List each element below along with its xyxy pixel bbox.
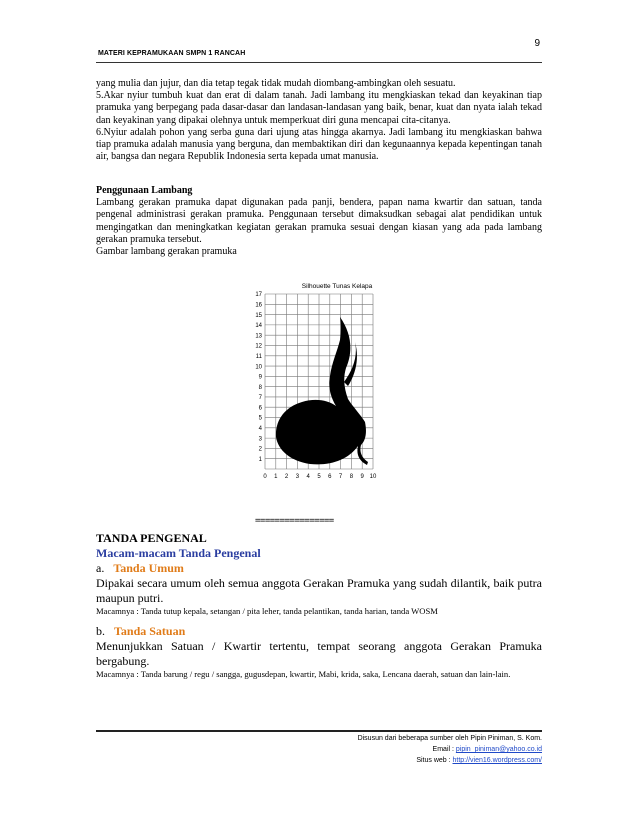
page-number: 9	[534, 38, 540, 49]
intro-paragraph-1: yang mulia dan jujur, dan dia tetap tegak tidak mudah diombang-ambingkan oleh sesuatu.	[96, 78, 456, 89]
x-tick-label: 7	[338, 474, 343, 480]
y-tick-label: 14	[255, 323, 262, 330]
x-tick-label: 8	[349, 474, 354, 480]
x-tick-label: 3	[295, 474, 300, 480]
tanda-satuan-title-line	[96, 624, 542, 639]
silhouette-body	[276, 317, 368, 465]
penggunaan-caption: Gambar lambang gerakan pramuka	[96, 246, 237, 258]
tanda-satuan-title: Tanda Satuan	[114, 624, 186, 638]
x-tick-label: 4	[306, 474, 310, 480]
y-tick-label: 5	[258, 415, 262, 422]
y-tick-label: 12	[255, 343, 262, 350]
x-tick-label: 2	[284, 474, 289, 480]
tanda-satuan-prefix: b.	[96, 624, 105, 638]
header-divider	[96, 62, 542, 63]
x-tick-label: 10	[369, 474, 377, 480]
tanda-umum-title: Tanda Umum	[113, 561, 184, 575]
tanda-heading: TANDA PENGENAL	[96, 531, 207, 545]
penggunaan-section	[96, 185, 542, 258]
footer-email-link[interactable]: pipin_piniman@yahoo.co.id	[455, 746, 542, 753]
coconut-shoot-silhouette	[276, 317, 368, 465]
section-separator: ================	[255, 516, 334, 526]
tunas-kelapa-chart	[240, 282, 390, 487]
x-axis-tick-labels	[263, 474, 377, 480]
tanda-satuan-list: Macamnya : Tanda barung / regu / sangga, gugusdepan, kwartir, Mabi, krida, saka, Lencana daerah, satuan dan lain-lain.	[96, 669, 511, 679]
footer-divider	[96, 730, 542, 732]
x-tick-label: 1	[274, 474, 278, 480]
x-tick-label: 9	[360, 474, 364, 480]
tanda-subheading: Macam-macam Tanda Pengenal	[96, 546, 261, 560]
y-tick-label: 3	[258, 436, 262, 443]
y-axis-tick-labels	[255, 292, 262, 463]
y-tick-label: 1	[258, 456, 262, 463]
chart-title: Silhouette Tunas Kelapa	[301, 283, 373, 290]
intro-paragraph-5: 5.Akar nyiur tumbuh kuat dan erat di dalam tanah. Jadi lambang itu mengkiaskan tekad dan keyakinan tiap pramuka yang berpegang pada dasar-dasar dan landasan-landasan yang baik, benar, kuat dan nyata ialah tekad dan keyakinan yang dipakai olehnya untuk memperkuat diri guna mencapai cita-citanya.	[96, 90, 542, 126]
x-tick-label: 5	[317, 474, 321, 480]
y-tick-label: 9	[258, 374, 262, 381]
intro-paragraph-6: 6.Nyiur adalah pohon yang serba guna dari ujung atas hingga akarnya. Jadi lambang itu mengkiaskan bahwa tiap pramuka adalah manusia yang berguna, dan membaktikan diri dan kegunaannya kepada kepentingan tanah air, bangsa dan negara Republik Indonesia serta kepada umat manusia.	[96, 126, 542, 163]
y-tick-label: 2	[258, 446, 262, 453]
page-header-title: MATERI KEPRAMUKAAN SMPN 1 RANCAH	[98, 50, 246, 57]
y-tick-label: 13	[255, 333, 262, 340]
penggunaan-heading: Penggunaan Lambang	[96, 185, 193, 196]
x-tick-label: 6	[328, 474, 332, 480]
y-tick-label: 17	[255, 292, 262, 299]
tanda-umum-list: Macamnya : Tanda tutup kepala, setangan / pita leher, tanda pelantikan, tanda harian, tanda WOSM	[96, 606, 438, 616]
tanda-umum-text: Dipakai secara umum oleh semua anggota Gerakan Pramuka yang sudah dilantik, baik putra maupun putri.	[96, 576, 542, 605]
y-tick-label: 10	[255, 364, 262, 371]
y-tick-label: 11	[255, 353, 262, 360]
y-tick-label: 7	[258, 395, 262, 402]
y-tick-label: 16	[255, 302, 262, 309]
y-tick-label: 15	[255, 312, 262, 319]
footer-web-line	[416, 757, 542, 764]
intro-section	[96, 78, 542, 163]
tunas-kelapa-figure	[240, 282, 390, 487]
footer-web-link[interactable]: http://vien16.wordpress.com/	[452, 757, 542, 764]
tanda-section	[96, 531, 542, 680]
penggunaan-text: Lambang gerakan pramuka dapat digunakan pada panji, bendera, papan nama kwartir dan satuan, tanda pengenal administrasi gerakan pramuka. Penggunaan tersebut dimaksudkan sebagai alat pendidikan untuk mengingatkan dan meningkatkan kegiatan gerakan pramuka sesuai dengan kiasan yang ada pada lambang gerakan pramuka tersebut.	[96, 197, 542, 245]
y-tick-label: 6	[258, 405, 262, 412]
x-tick-label: 0	[263, 474, 267, 480]
tanda-umum-prefix: a.	[96, 561, 105, 575]
y-tick-label: 4	[258, 426, 262, 433]
y-tick-label: 8	[258, 384, 262, 391]
footer-email-line	[433, 746, 542, 753]
footer-credit: Disusun dari beberapa sumber oleh Pipin Piniman, S. Kom.	[357, 735, 542, 742]
tanda-umum-title-line	[96, 561, 542, 576]
tanda-satuan-text: Menunjukkan Satuan / Kwartir tertentu, tempat seorang anggota Gerakan Pramuka bergabung.	[96, 639, 542, 668]
footer-web-label: Situs web :	[416, 757, 453, 764]
footer-email-label: Email :	[432, 746, 456, 753]
